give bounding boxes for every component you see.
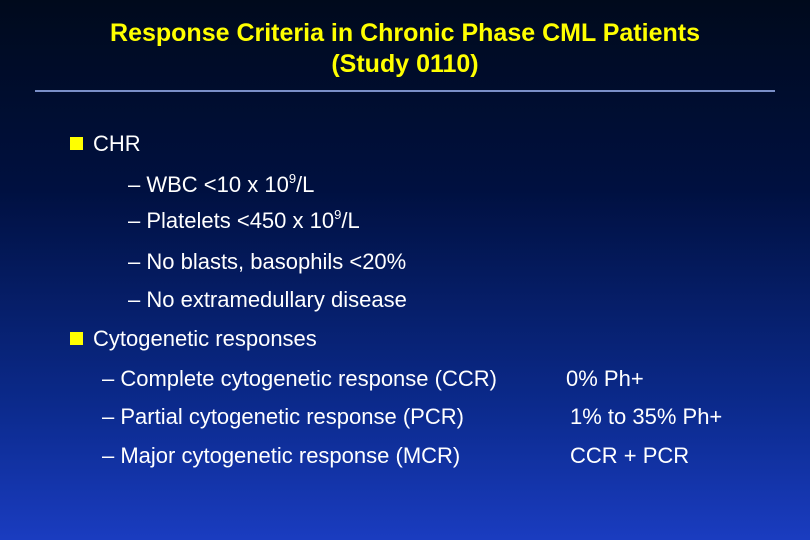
bullet-cytogenetic: Cytogenetic responses: [93, 326, 317, 351]
bullet-chr: CHR: [93, 131, 141, 156]
sub-item-ccr: – Complete cytogenetic response (CCR): [102, 366, 497, 391]
slide-title: [0, 18, 810, 80]
sub-text: – Platelets <450 x 10: [128, 208, 335, 233]
superscript: 9: [334, 207, 342, 222]
superscript: 9: [288, 171, 297, 186]
sub-item-wbc: [128, 172, 314, 198]
sub-item-platelets: [128, 208, 360, 234]
square-bullet-icon: [70, 137, 83, 150]
sub-text: – WBC <10 x 10: [128, 172, 289, 197]
sub-item-mcr: – Major cytogenetic response (MCR): [102, 443, 461, 468]
title-line-1: Response Criteria in Chronic Phase CML Patients: [110, 19, 700, 47]
sub-item-blasts: – No blasts, basophils <20%: [128, 249, 407, 274]
mcr-value: CCR + PCR: [570, 443, 690, 468]
title-line-2: (Study 0110): [331, 50, 479, 78]
sub-item-pcr: – Partial cytogenetic response (PCR): [102, 404, 464, 429]
title-divider: [35, 90, 775, 92]
sub-text: /L: [296, 172, 315, 197]
square-bullet-icon: [70, 332, 83, 345]
pcr-value: 1% to 35% Ph+: [570, 404, 723, 429]
sub-text: /L: [341, 208, 360, 233]
ccr-value: 0% Ph+: [566, 366, 644, 391]
sub-item-extramedullary: – No extramedullary disease: [128, 287, 407, 312]
